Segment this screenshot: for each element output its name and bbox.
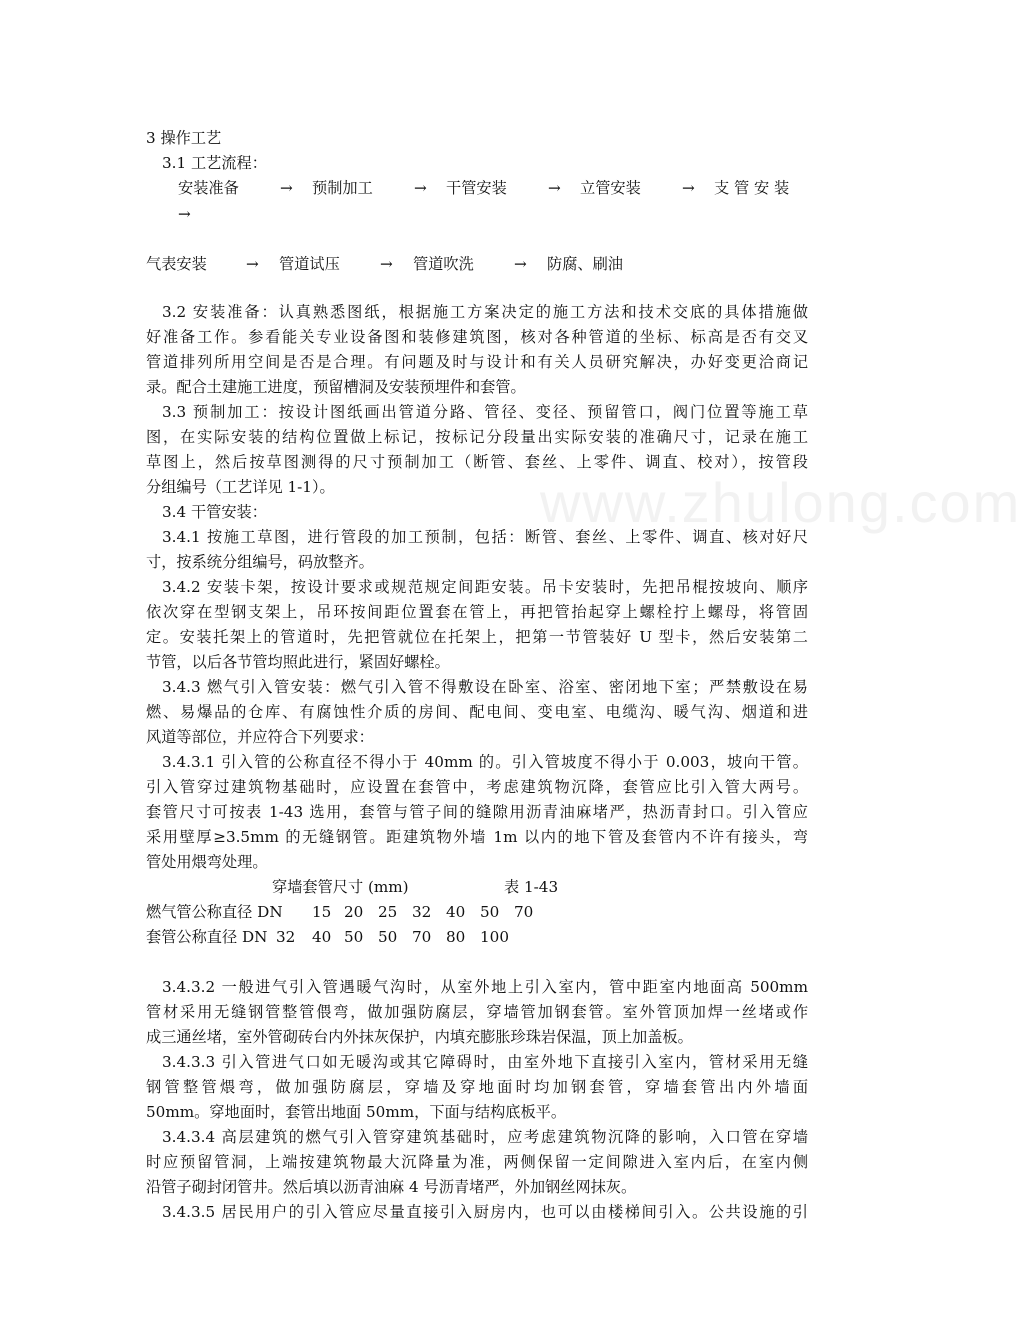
flow-step: 防腐、刷油 [547, 255, 623, 273]
flow-arrow: → [514, 255, 527, 273]
flow-step: 管道吹洗 [413, 255, 474, 273]
table-cell: 50 [480, 903, 500, 921]
flow-arrow: → [682, 179, 695, 197]
table-cell: 20 [344, 903, 364, 921]
section-heading: 3 操作工艺 [146, 129, 222, 147]
table-cell: 40 [312, 928, 332, 946]
flow-arrow: → [414, 179, 427, 197]
flow-arrow: → [246, 255, 259, 273]
paragraph-line: 3.4.3.4 高层建筑的燃气引入管穿建筑基础时，应考虑建筑物沉降的影响，入口管在穿墙 [162, 1128, 808, 1146]
paragraph-line: 燃、易爆品的仓库、有腐蚀性介质的房间、配电间、变电室、电缆沟、暖气沟、烟道和进 [146, 703, 808, 721]
subheading-process-flow: 3.1 工艺流程： [162, 154, 267, 172]
paragraph-line: 录。配合土建施工进度，预留槽洞及安装预埋件和套管。 [146, 378, 526, 396]
paragraph-line: 草图上，然后按草图测得的尺寸预制加工（断管、套丝、上零件、调直、校对），按管段 [146, 453, 808, 471]
flow-arrow: → [178, 205, 191, 223]
flow-step: 支 管 安 装 [714, 179, 790, 197]
paragraph-line: 3.4.3.5 居民用户的引入管应尽量直接引入厨房内，也可以由楼梯间引入。公共设施的引 [162, 1203, 808, 1221]
paragraph-line: 节管，以后各节管均照此进行，紧固好螺栓。 [146, 653, 450, 671]
paragraph-line: 管处用煨弯处理。 [146, 853, 268, 871]
table-cell: 50 [344, 928, 364, 946]
flow-step: 安装准备 [178, 179, 239, 197]
paragraph-line: 引入管穿过建筑物基础时，应设置在套管中，考虑建筑物沉降，套管应比引入管大两号。 [146, 778, 808, 796]
table-cell: 32 [412, 903, 432, 921]
paragraph-line: 图，在实际安装的结构位置做上标记，按标记分段量出实际安装的准确尺寸，记录在施工 [146, 428, 808, 446]
paragraph-line: 3.4.3.2 一般进气引入管遇暖气沟时，从室外地上引入室内，管中距室内地面高 500mm [162, 978, 808, 996]
table-number: 表 1-43 [504, 878, 559, 896]
paragraph-line: 3.4.1 按施工草图，进行管段的加工预制，包括：断管、套丝、上零件、调直、核对好尺 [162, 528, 808, 546]
table-cell: 100 [480, 928, 509, 946]
paragraph-line: 风道等部位，并应符合下列要求： [146, 728, 374, 746]
flow-step: 干管安装 [446, 179, 507, 197]
table-cell: 25 [378, 903, 398, 921]
table-row-label: 燃气管公称直径 DN [146, 903, 283, 921]
paragraph-line: 3.3 预制加工：按设计图纸画出管道分路、管径、变径、预留管口，阀门位置等施工草 [162, 403, 808, 421]
paragraph-line: 钢管整管煨弯，做加强防腐层，穿墙及穿地面时均加钢套管，穿墙套管出内外墙面 [146, 1078, 808, 1096]
table-cell: 70 [514, 903, 534, 921]
paragraph-line: 3.4.2 安装卡架，按设计要求或规范规定间距安装。吊卡安装时，先把吊棍按坡向、顺序 [162, 578, 808, 596]
table-cell: 40 [446, 903, 466, 921]
table-cell: 32 [276, 928, 296, 946]
flow-step: 气表安装 [146, 255, 207, 273]
table-cell: 70 [412, 928, 432, 946]
paragraph-line: 成三通丝堵，室外管砌砖台内外抹灰保护，内填充膨胀珍珠岩保温，顶上加盖板。 [146, 1028, 693, 1046]
table-row [146, 900, 808, 924]
paragraph-line: 3.4.3.3 引入管进气口如无暖沟或其它障碍时，由室外地下直接引入室内，管材采用无缝 [162, 1053, 808, 1071]
table-cell: 80 [446, 928, 466, 946]
paragraph-line: 时应预留管洞，上端按建筑物最大沉降量为准，两侧保留一定间隙进入室内后，在室内侧 [146, 1153, 808, 1171]
paragraph-line: 管道排列所用空间是否是合理。有问题及时与设计和有关人员研究解决，办好变更洽商记 [146, 353, 808, 371]
paragraph-line: 3.4 干管安装： [162, 503, 267, 521]
watermark: www.zhulong.com [540, 471, 1021, 534]
paragraph-line: 分组编号（工艺详见 1-1）。 [146, 478, 335, 496]
table-row [146, 925, 808, 949]
table-row-label: 套管公称直径 DN [146, 928, 268, 946]
paragraph-line: 套管尺寸可按表 1-43 选用，套管与管子间的缝隙用沥青油麻堵严，热沥青封口。引入管应 [146, 803, 808, 821]
flow-arrow: → [548, 179, 561, 197]
flow-step: 预制加工 [312, 179, 373, 197]
table-cell: 15 [312, 903, 332, 921]
table-cell: 50 [378, 928, 398, 946]
flow-step: 立管安装 [580, 179, 641, 197]
paragraph-line: 管材采用无缝钢管整管偎弯，做加强防腐层，穿墙管加钢套管。室外管顶加焊一丝堵或作 [146, 1003, 808, 1021]
paragraph-line: 沿管子砌封闭管井。然后填以沥青油麻 4 号沥青堵严，外加钢丝网抹灰。 [146, 1178, 637, 1196]
flow-row-1 [0, 176, 950, 200]
paragraph-line: 寸，按系统分组编号，码放整齐。 [146, 553, 374, 571]
paragraph-line: 3.4.3 燃气引入管安装：燃气引入管不得敷设在卧室、浴室、密闭地下室；严禁敷设在易 [162, 678, 808, 696]
flow-step: 管道试压 [279, 255, 340, 273]
paragraph-line: 依次穿在型钢支架上，吊环按间距位置套在管上，再把管抬起穿上螺栓拧上螺母，将管固 [146, 603, 808, 621]
paragraph-line: 定。安装托架上的管道时，先把管就位在托架上，把第一节管装好 U 型卡，然后安装第二 [146, 628, 808, 646]
paragraph-line: 3.2 安装准备：认真熟悉图纸，根据施工方案决定的施工方法和技术交底的具体措施做 [162, 303, 808, 321]
paragraph-line: 好准备工作。参看能关专业设备图和装修建筑图，核对各种管道的坐标、标高是否有交叉 [146, 328, 808, 346]
table-caption: 穿墙套管尺寸 (mm) [272, 878, 409, 896]
paragraph-line: 3.4.3.1 引入管的公称直径不得小于 40mm 的。引入管坡度不得小于 0.003，坡向干管。 [162, 753, 808, 771]
paragraph-line: 采用壁厚≥3.5mm 的无缝钢管。距建筑物外墙 1m 以内的地下管及套管内不许有接头，弯 [146, 828, 808, 846]
flow-row-2 [0, 252, 950, 276]
flow-arrow: → [380, 255, 393, 273]
flow-arrow: → [280, 179, 293, 197]
paragraph-line: 50mm。穿地面时，套管出地面 50mm，下面与结构底板平。 [146, 1103, 567, 1121]
